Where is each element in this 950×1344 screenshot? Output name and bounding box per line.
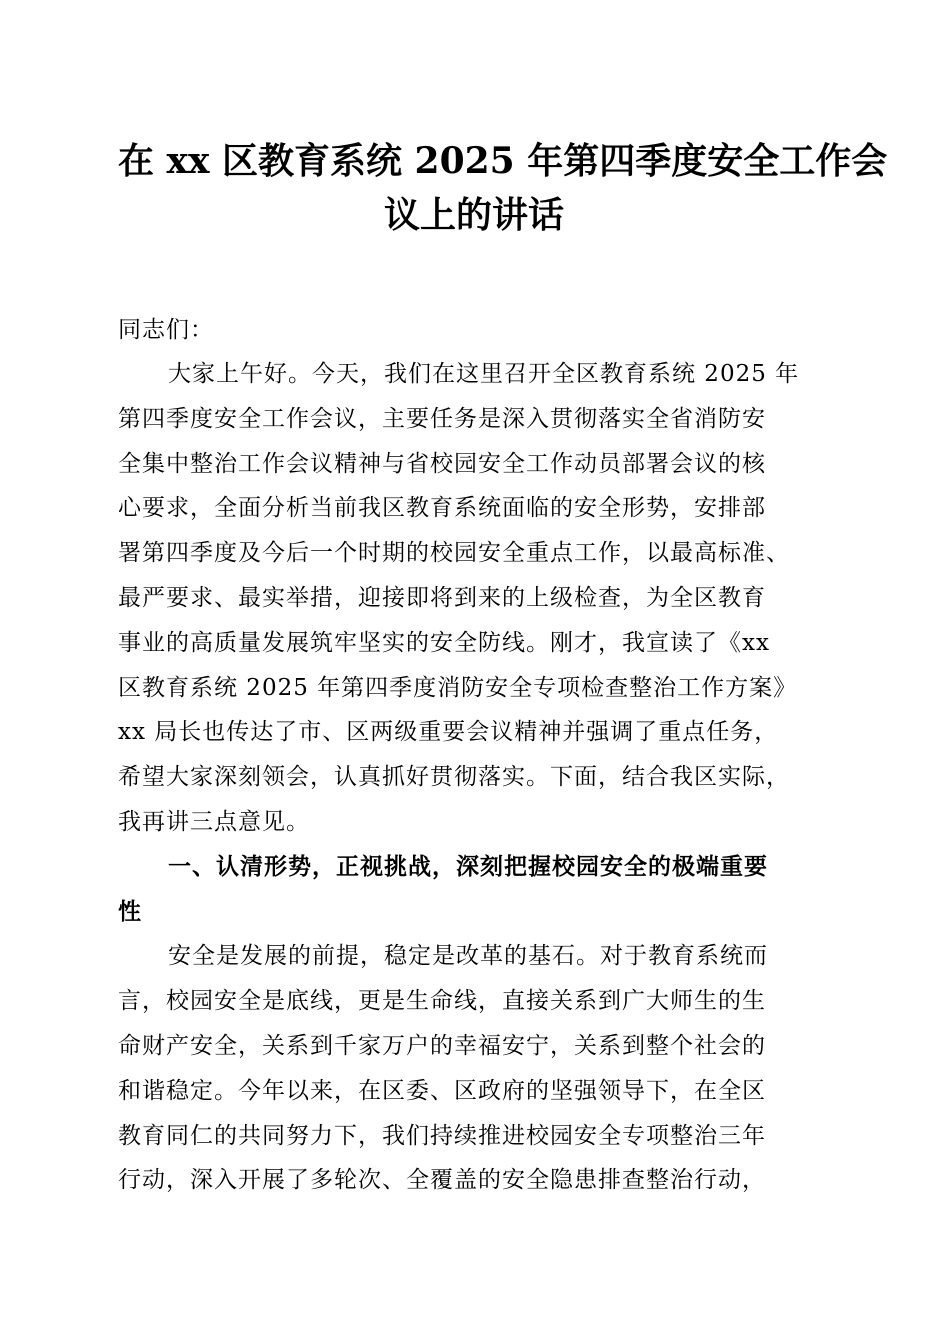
paragraph-line: 和谐稳定。今年以来，在区委、区政府的坚强领导下，在全区 xyxy=(118,1077,766,1104)
paragraph-line: 心要求，全面分析当前我区教育系统面临的安全形势，安排部 xyxy=(118,495,766,522)
paragraph-line: 最严要求、最实举措，迎接即将到来的上级检查，为全区教育 xyxy=(118,584,766,611)
paragraph-line: 区教育系统 2025 年第四季度消防安全专项检查整治工作方案》 xyxy=(118,674,798,701)
paragraph-line: 安全是发展的前提，稳定是改革的基石。对于教育系统而 xyxy=(168,943,768,970)
paragraph-line: 教育同仁的共同努力下，我们持续推进校园安全专项整治三年 xyxy=(118,1122,766,1149)
paragraph-line: 希望大家深刻领会，认真抓好贯彻落实。下面，结合我区实际， xyxy=(118,764,790,791)
salutation: 同志们： xyxy=(118,317,214,343)
paragraph-line: 署第四季度及今后一个时期的校园安全重点工作，以最高标准、 xyxy=(118,540,790,567)
heading-line: 性 xyxy=(118,898,142,925)
paragraph-line: 大家上午好。今天，我们在这里召开全区教育系统 2025 年 xyxy=(168,361,800,387)
section-1-paragraph xyxy=(118,934,830,1203)
paragraph-line: 言，校园安全是底线，更是生命线，直接关系到广大师生的生 xyxy=(118,988,766,1015)
heading-line: 一、认清形势，正视挑战，深刻把握校园安全的极端重要 xyxy=(168,853,768,880)
paragraph-line: 第四季度安全工作会议，主要任务是深入贯彻落实全省消防安 xyxy=(118,405,766,432)
document-title xyxy=(118,134,888,242)
intro-paragraph xyxy=(118,352,830,845)
paragraph-line: 命财产安全，关系到千家万户的幸福安宁，关系到整个社会的 xyxy=(118,1032,766,1059)
title-line: 议上的讲话 xyxy=(383,194,564,236)
paragraph-line: 事业的高质量发展筑牢坚实的安全防线。刚才，我宣读了《xx xyxy=(118,629,770,656)
paragraph-line: 全集中整治工作会议精神与省校园安全工作动员部署会议的核 xyxy=(118,450,766,477)
document-page xyxy=(118,134,888,1203)
section-heading-1 xyxy=(118,845,830,935)
title-line: 在 xx 区教育系统 2025 年第四季度安全工作会 xyxy=(118,140,888,182)
paragraph-line: 行动，深入开展了多轮次、全覆盖的安全隐患排查整治行动， xyxy=(118,1167,766,1194)
paragraph-line: 我再讲三点意见。 xyxy=(118,808,310,835)
paragraph-line: xx 局长也传达了市、区两级重要会议精神并强调了重点任务， xyxy=(118,719,779,746)
